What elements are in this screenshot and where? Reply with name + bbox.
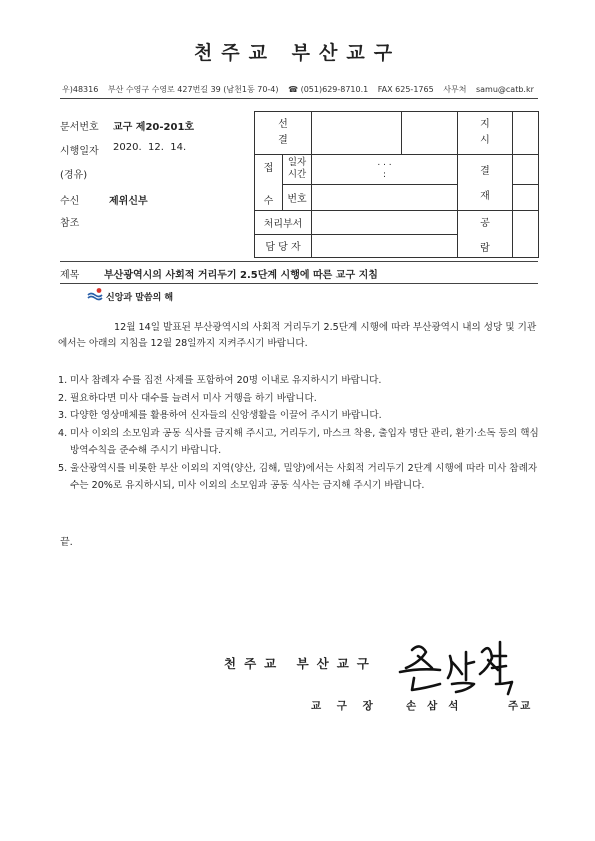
approval-blank-3 [513,112,539,155]
document-title: 천주교 부산교구 [193,42,402,64]
intro-paragraph: 12월 14일 발표된 부산광역시의 사회적 거리두기 2.5단계 시행에 따라 부산광역시 내의 성당 및 기관에서는 아래의 지침을 12월 28일까지 지켜주시기 바랍니다. [58,322,537,349]
footer-org: 천주교 부산교구 [224,656,377,671]
approval-blank-2 [402,112,458,155]
diocese-logo-icon [87,287,103,301]
approval-gyeol-jae-cell: 결 재 [458,154,513,210]
end-mark: 끝. [60,537,73,548]
address-line [62,84,534,95]
footer-name: 손 삼 석 [406,700,459,712]
approval-manager-field [312,234,458,257]
approval-sun-gyeol-cell: 선 결 [255,112,312,155]
approval-beonho-label: 번호 [283,184,312,210]
date-label: 시행일자 [60,146,99,157]
postal-code: 우)48316 [62,85,99,94]
approval-ji-si-cell: 지 시 [458,112,513,155]
approval-blank-4 [513,154,539,184]
office: 사무처 [443,85,467,94]
list-item: 5. 울산광역시를 비롯한 부산 이외의 지역(양산, 김해, 밀양)에서는 사회적 거리두기 2단계 시행에 따라 미사 참례자 수는 20%로 유지하시되, 미사 이외의 소모임과 공동 식사는 금지해 주시기 바랍니다. [58,462,538,491]
doc-number: 교구 제20-201호 [113,122,195,133]
email: samu@catb.kr [475,85,534,94]
slogan: 신앙과 말씀의 해 [106,293,174,303]
recipient: 제위신부 [109,196,148,207]
subject-top-rule [60,261,538,262]
doc-number-label: 문서번호 [60,122,99,133]
approval-date-time-field: . . . : [312,154,458,184]
approval-blank-6 [513,211,539,258]
date-value: 2020. 12. 14. [113,142,187,153]
list-item: 3. 다양한 영상매체를 활용하여 신자들의 신앙생활을 이끌어 주시기 바랍니다. [58,410,382,421]
approval-table [254,111,539,258]
guideline-list [58,372,540,495]
list-item: 1. 미사 참례자 수를 집전 사제를 포함하여 20명 이내로 유지하시기 바랍니다. [58,375,382,386]
fax: FAX 625-1765 [377,85,434,94]
subject-bottom-rule [60,283,538,284]
approval-dept-field [312,211,458,234]
address: 부산 수영구 수영로 427번길 39 (남천1동 70-4) [107,85,279,94]
approval-blank-5 [513,184,539,210]
approval-ilja-sigan-label: 일자 시간 [283,154,312,184]
header-rule [60,98,538,99]
signature-image [396,638,518,700]
footer-suffix: 주교 [508,700,533,712]
list-item: 2. 필요하다면 미사 대수를 늘려서 미사 거행을 하기 바랍니다. [58,392,317,404]
reference-label: 참조 [60,218,80,229]
telephone: ☎ (051)629-8710.1 [288,85,369,94]
via-label: (경유) [60,170,88,181]
approval-manager-label: 담 당 자 [255,234,312,257]
approval-jeop-cell: 접 수 [255,154,283,210]
subject-label: 제목 [60,270,80,281]
subject-text: 부산광역시의 사회적 거리두기 2.5단계 시행에 따른 교구 지침 [104,270,378,281]
footer-position: 교 구 장 [311,700,379,712]
list-item: 4. 미사 이외의 소모임과 공동 식사를 금지해 주시고, 거리두기, 마스크 착용, 출입자 명단 관리, 환기·소독 등의 핵심 방역수칙을 준수해 주시기 바랍니다. [58,427,539,456]
approval-dept-label: 처리부서 [255,211,312,234]
approval-blank-1 [312,112,402,155]
approval-number-field [312,184,458,210]
approval-gong-ram-cell: 공 람 [458,211,513,258]
recipient-label: 수신 [60,196,80,207]
